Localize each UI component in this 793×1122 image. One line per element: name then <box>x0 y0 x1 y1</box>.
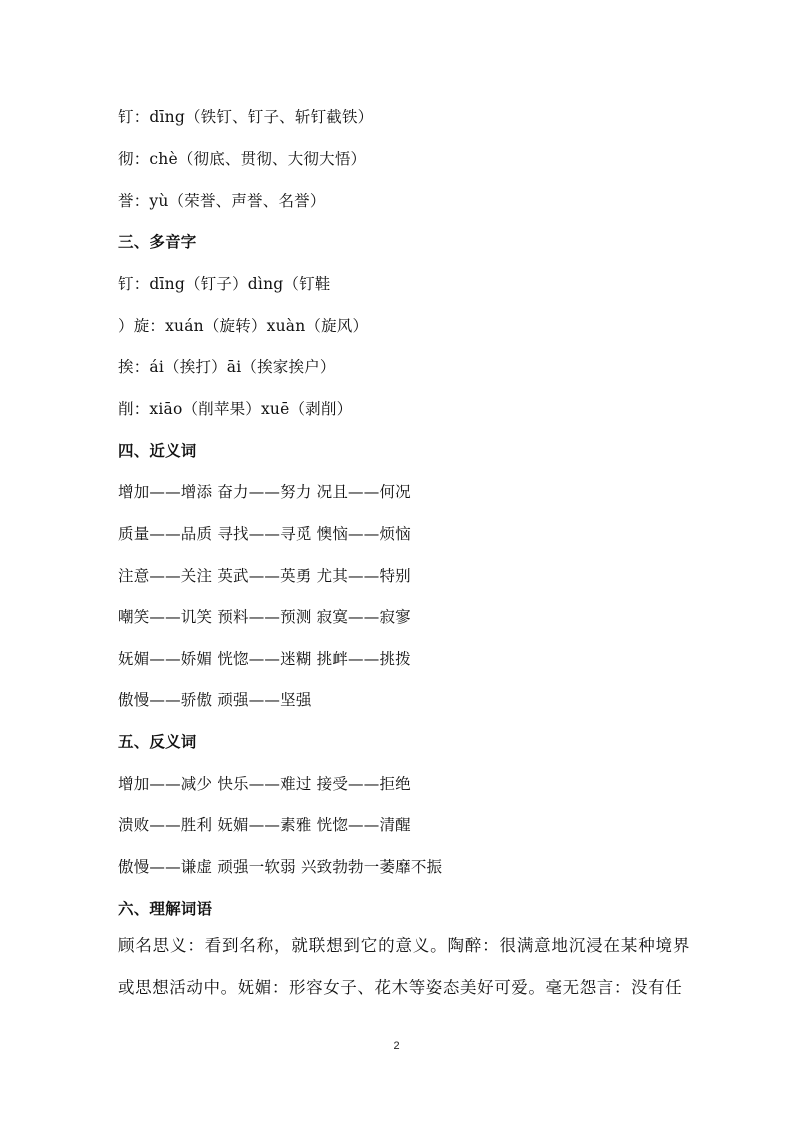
polyphone-line: 挨：ái（挨打）āi（挨家挨户） <box>118 358 336 376</box>
synonym-line: 质量——品质 寻找——寻觅 懊恼——烦恼 <box>118 525 411 543</box>
polyphone-line: 钉：dīng（钉子）dìng（钉鞋 <box>118 275 331 293</box>
vocabulary-paragraph: 顾名思义：看到名称，就联想到它的意义。陶醉：很满意地沉浸在某种境界或思想活动中。妩媚：形容女子、花木等姿态美好可爱。毫无怨言：没有任 <box>118 936 690 997</box>
char-entry-ding: 钉：dīng（铁钉、钉子、斩钉截铁） <box>118 108 374 126</box>
synonym-line: 嘲笑——讥笑 预料——预测 寂寞——寂寥 <box>118 608 411 626</box>
section-heading-vocabulary: 六、理解词语 <box>118 900 213 918</box>
antonym-line: 溃败——胜利 妩媚——素雅 恍惚——清醒 <box>118 816 411 834</box>
section-heading-polyphones: 三、多音字 <box>118 233 197 251</box>
antonym-line: 增加——减少 快乐——难过 接受——拒绝 <box>118 775 411 793</box>
section-heading-synonyms: 四、近义词 <box>118 442 197 460</box>
synonym-line: 傲慢——骄傲 顽强——坚强 <box>118 691 312 709</box>
synonym-line: 注意——关注 英武——英勇 尤其——特别 <box>118 567 411 585</box>
synonym-line: 妩媚——娇媚 恍惚——迷糊 挑衅——挑拨 <box>118 650 411 668</box>
synonym-line: 增加——增添 奋力——努力 况且——何况 <box>118 483 411 501</box>
polyphone-line: ）旋：xuán（旋转）xuàn（旋风） <box>118 317 369 335</box>
char-entry-yu: 誉：yù（荣誉、声誉、名誉） <box>118 192 326 210</box>
page-number: 2 <box>393 1040 400 1052</box>
polyphone-line: 削：xiāo（削苹果）xuē（剥削） <box>118 400 353 418</box>
antonym-line: 傲慢——谦虚 顽强一软弱 兴致勃勃一萎靡不振 <box>118 858 443 876</box>
section-heading-antonyms: 五、反义词 <box>118 733 197 751</box>
char-entry-che: 彻：chè（彻底、贯彻、大彻大悟） <box>118 150 367 168</box>
